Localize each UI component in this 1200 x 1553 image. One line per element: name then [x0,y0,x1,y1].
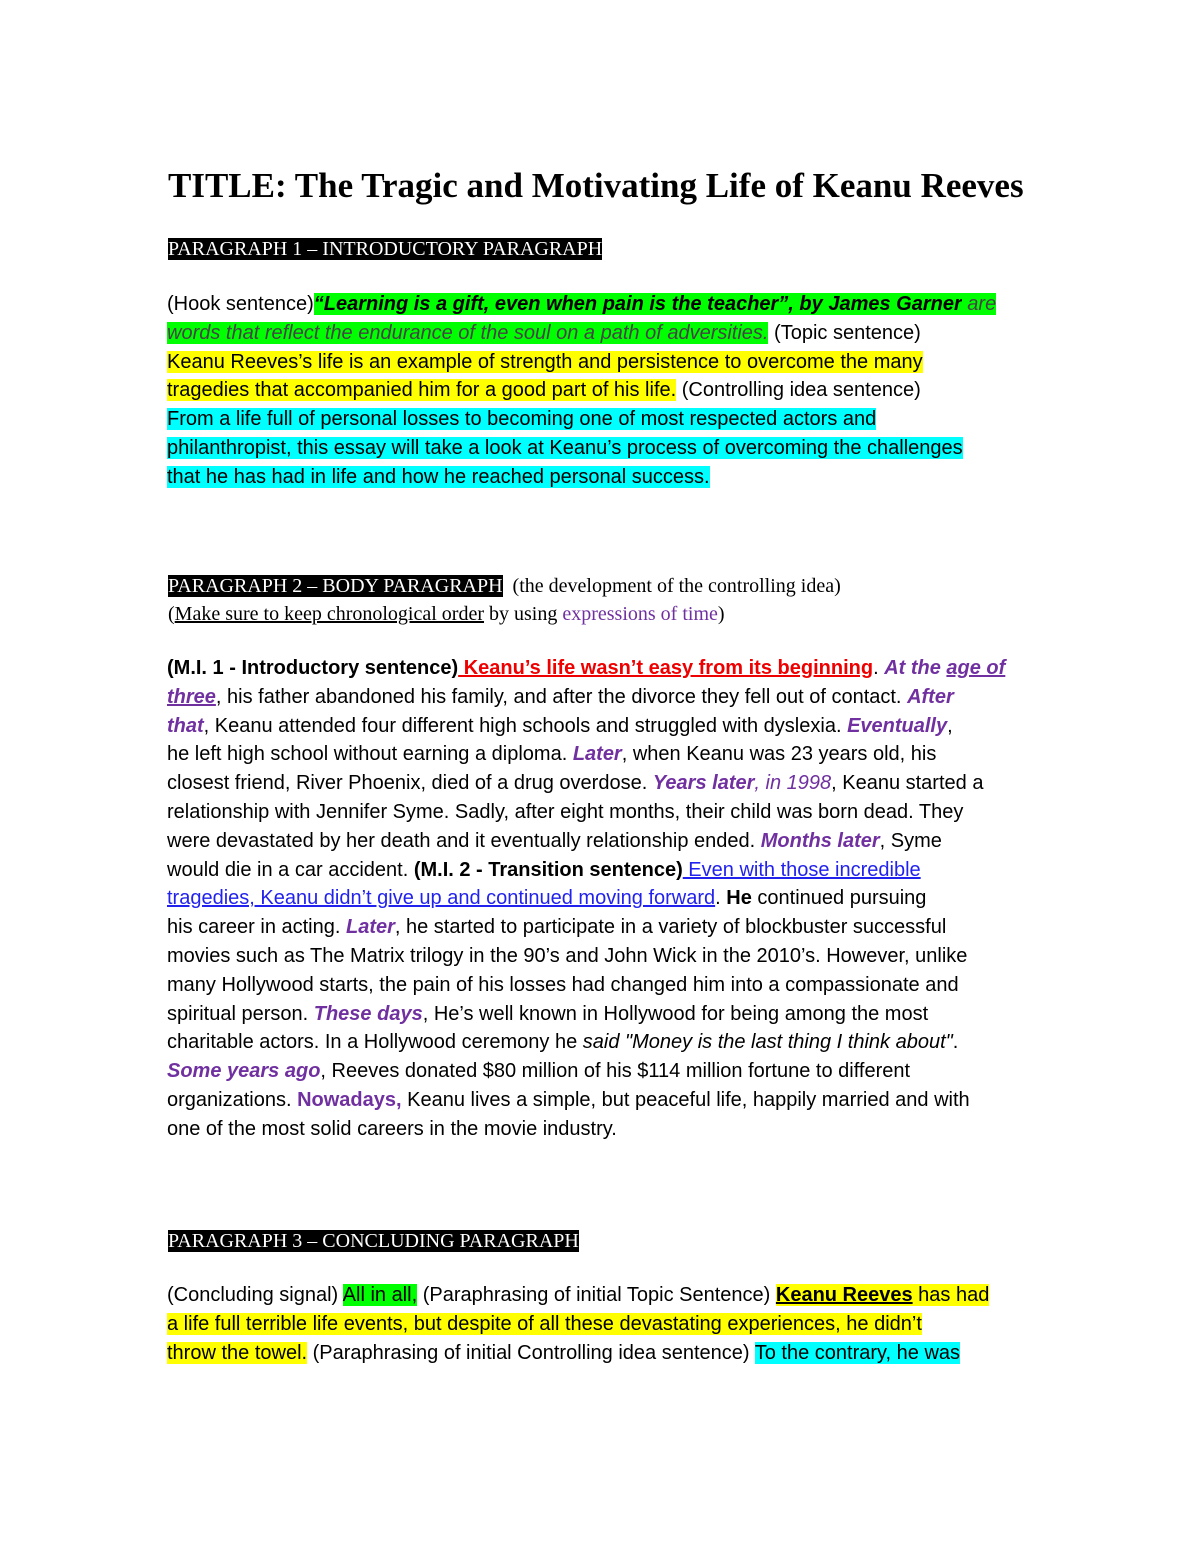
p1-line [167,434,1047,463]
p1-line [167,376,1047,405]
text-segment: Nowadays, [297,1088,402,1111]
paragraph-1-body [167,290,1047,492]
p1-line [167,319,1047,348]
text-segment: (Paraphrasing of initial Topic Sentence) [417,1284,776,1306]
text-segment: age of [946,657,1006,679]
text-segment: (M.I. 2 - Transition sentence) [413,858,683,881]
text-segment: charitable actors. In a Hollywood ceremony he [167,1031,583,1054]
text-segment: After [907,685,954,708]
p3-line [167,1339,1047,1368]
p2-line [167,884,1047,913]
hook-quote: “Learning is a gift, even when pain is the teacher”, by James Garner [313,293,962,315]
text-segment: has had [912,1284,990,1306]
text-segment: tragedies, Keanu didn’t give up and continued moving forward [167,887,716,910]
controlling-label: (Controlling idea sentence) [676,379,921,402]
p2-line [167,1000,1047,1029]
p2-line [167,856,1047,885]
text-segment: throw the towel. [167,1341,308,1364]
text-segment: All in all, [342,1284,418,1306]
text-segment: three [167,685,216,708]
text-segment: a life full terrible life events, but despite of all these devastating experiences, he didn’t [167,1312,922,1335]
p2-line [167,1028,1047,1057]
text-segment: . [952,1031,959,1054]
text-segment: movies such as The Matrix trilogy in the 90’s and John Wick in the 2010’s. However, unlike [167,944,968,967]
text-segment: , Keanu started a [831,772,984,795]
p2-line [167,712,1047,741]
p1-line [167,463,1047,492]
p2-line [167,654,1047,683]
hook-label: (Hook sentence) [167,293,314,315]
topic-sentence-end: tragedies that accompanied him for a good part of his life. [167,379,677,402]
paragraph-3-body [167,1281,1047,1367]
controlling-idea: philanthropist, this essay will take a look at Keanu’s process of overcoming the challenges [167,436,963,459]
text-segment: Keanu lives a simple, but peaceful life, happily married and with [401,1088,970,1111]
text-segment: . [873,657,885,679]
text-segment: said "Money is the last thing I think about" [582,1031,953,1054]
text-segment: relationship with Jennifer Syme. Sadly, after eight months, their child was born dead. They [167,800,964,823]
text-segment: spiritual person. [167,1002,314,1025]
hook-are: are [961,293,997,315]
text-segment: (M.I. 1 - Introductory sentence) [167,657,459,679]
paragraph-1-heading [168,236,602,262]
p2-line [167,683,1047,712]
hook-continuation: words that reflect the endurance of the soul on a path of adversities. [167,321,769,344]
text-segment: he left high school without earning a diploma. [167,743,573,766]
text-segment: continued pursuing [751,887,927,910]
controlling-idea: From a life full of personal losses to becoming one of most respected actors and [167,408,877,431]
text-segment: , Syme [879,829,942,852]
p2-line [167,1115,1047,1144]
text-segment: organizations. [167,1088,298,1111]
text-segment: (Paraphrasing of initial Controlling idea sentence) [307,1341,755,1364]
p2-line [167,769,1047,798]
text-segment: , He’s well known in Hollywood for being among the most [422,1002,929,1025]
paragraph-2-heading [168,573,841,599]
text-segment: At the [884,657,947,679]
text-segment: Years later [652,772,755,795]
text-segment: closest friend, River Phoenix, died of a drug overdose. [167,772,653,795]
p2-line [167,971,1047,1000]
text-segment: Months later [760,829,880,852]
paragraph-2-heading-text: PARAGRAPH 2 – BODY PARAGRAPH [168,575,503,597]
controlling-idea-end: that he has had in life and how he reached personal success. [167,465,710,488]
text-segment: , Keanu attended four different high schools and struggled with dyslexia. [203,714,848,737]
text-segment: that [167,714,204,737]
text-segment: many Hollywood starts, the pain of his losses had changed him into a compassionate and [167,973,959,996]
paragraph-3-heading-text: PARAGRAPH 3 – CONCLUDING PARAGRAPH [168,1230,579,1252]
expressions-of-time: expressions of time [562,603,718,625]
p2-line [167,1057,1047,1086]
text-segment: Some years ago [167,1060,321,1083]
text-segment: These days [313,1002,423,1025]
p2-line [167,1086,1047,1115]
text-segment: , his father abandoned his family, and after the divorce they fell out of contact. [215,685,908,708]
chronological-order-note: Make sure to keep chronological order [174,603,484,625]
text-segment: Keanu’s life wasn’t easy from its beginning [458,657,874,679]
text-segment: his career in acting. [167,916,346,939]
text-segment: would die in a car accident. [167,858,414,881]
topic-sentence: Keanu Reeves’s life is an example of strength and persistence to overcome the many [167,350,923,373]
p3-line [167,1281,1047,1310]
text-segment: . [715,887,727,910]
paragraph-2-heading-note: (the development of the controlling idea) [512,575,841,597]
text-segment: , he started to participate in a variety of blockbuster successful [394,916,947,939]
text-segment: (Concluding signal) [167,1284,343,1306]
sub-open: ( [168,603,175,625]
sub-mid: by using [484,603,563,625]
sub-close: ) [717,603,725,625]
p2-line [167,942,1047,971]
paragraph-3-heading [168,1228,579,1254]
p2-line [167,740,1047,769]
text-segment: He [726,887,752,910]
p2-line [167,798,1047,827]
p1-line [167,290,1047,319]
text-segment: one of the most solid careers in the movie industry. [167,1117,617,1140]
text-segment: Even with those incredible [682,858,921,881]
document-title: TITLE: The Tragic and Motivating Life of Keanu Reeves [168,166,1024,205]
p1-line [167,348,1047,377]
paragraph-2-body [167,654,1047,1144]
text-segment: To the contrary, he was [754,1341,961,1364]
text-segment: , Reeves donated $80 million of his $114 million fortune to different [320,1060,911,1083]
p1-line [167,405,1047,434]
text-segment: Later [572,743,622,766]
text-segment: were devastated by her death and it eventually relationship ended. [167,829,761,852]
p2-line [167,827,1047,856]
p3-line [167,1310,1047,1339]
text-segment: Later [345,916,395,939]
p2-line [167,913,1047,942]
text-segment: , [947,714,953,737]
text-segment: , in 1998 [754,772,832,795]
paragraph-1-heading-text: PARAGRAPH 1 – INTRODUCTORY PARAGRAPH [168,238,603,260]
text-segment: , when Keanu was 23 years old, his [621,743,937,766]
text-segment: Keanu Reeves [775,1284,913,1306]
paragraph-2-subheading [168,601,725,627]
topic-label: (Topic sentence) [768,321,921,344]
text-segment: Eventually [847,714,948,737]
